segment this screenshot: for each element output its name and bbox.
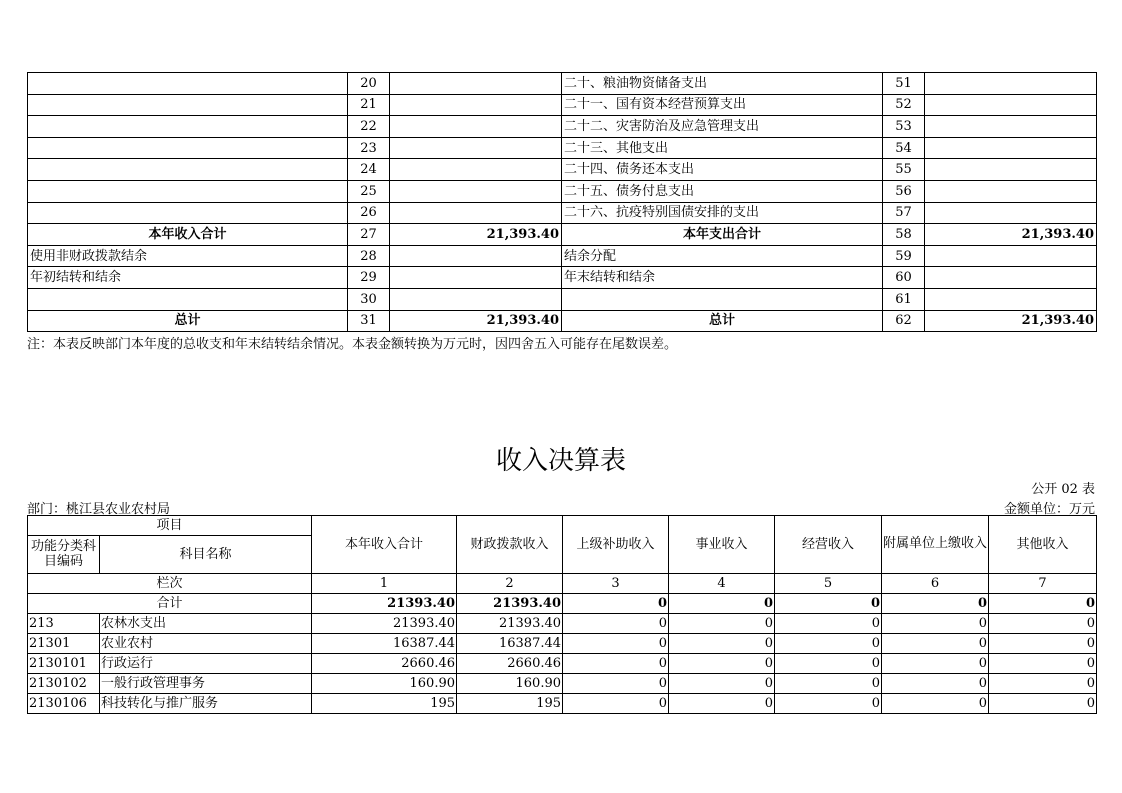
summary-row — [28, 159, 1097, 181]
income-value: 160.90 — [312, 674, 457, 694]
header-other: 其他收入 — [989, 516, 1097, 574]
income-value: 0 — [775, 694, 882, 714]
income-value: 0 — [563, 654, 669, 674]
expenditure-item-label — [562, 288, 883, 310]
summary-row — [28, 245, 1097, 267]
income-line-number: 27 — [348, 224, 390, 246]
function-code: 213 — [28, 614, 100, 634]
expenditure-item-label: 结余分配 — [562, 245, 883, 267]
income-value: 0 — [882, 614, 989, 634]
expenditure-item-label: 本年支出合计 — [562, 224, 883, 246]
column-number: 1 — [312, 574, 457, 594]
income-value: 0 — [882, 654, 989, 674]
total-value: 21393.40 — [312, 594, 457, 614]
function-code: 2130102 — [28, 674, 100, 694]
income-amount — [390, 288, 562, 310]
expenditure-item-label: 二十、粮油物资储备支出 — [562, 73, 883, 95]
header-business: 事业收入 — [669, 516, 775, 574]
department-label: 部门：桃江县农业农村局 — [27, 502, 171, 517]
column-number: 7 — [989, 574, 1097, 594]
income-value: 0 — [563, 694, 669, 714]
expenditure-item-label: 年末结转和结余 — [562, 267, 883, 289]
income-item-label — [28, 137, 348, 159]
income-item-label: 本年收入合计 — [28, 224, 348, 246]
expenditure-item-label: 二十六、抗疫特别国债安排的支出 — [562, 202, 883, 224]
income-amount — [390, 267, 562, 289]
income-line-number: 29 — [348, 267, 390, 289]
total-value: 0 — [775, 594, 882, 614]
income-value: 2660.46 — [457, 654, 563, 674]
income-row — [28, 674, 1097, 694]
total-value: 0 — [669, 594, 775, 614]
expenditure-line-number: 55 — [883, 159, 925, 181]
summary-row — [28, 94, 1097, 116]
income-item-label — [28, 288, 348, 310]
expenditure-line-number: 60 — [883, 267, 925, 289]
column-number: 6 — [882, 574, 989, 594]
page-title: 收入决算表 — [495, 446, 626, 476]
income-value: 160.90 — [457, 674, 563, 694]
income-value: 0 — [563, 614, 669, 634]
expenditure-amount — [925, 159, 1097, 181]
income-row — [28, 634, 1097, 654]
income-value: 0 — [775, 614, 882, 634]
income-item-label — [28, 116, 348, 138]
header-item: 项目 — [28, 516, 312, 536]
income-item-label — [28, 180, 348, 202]
income-amount — [390, 137, 562, 159]
expenditure-line-number: 61 — [883, 288, 925, 310]
expenditure-amount — [925, 267, 1097, 289]
expenditure-line-number: 51 — [883, 73, 925, 95]
income-line-number: 26 — [348, 202, 390, 224]
expenditure-line-number: 53 — [883, 116, 925, 138]
expenditure-item-label: 二十五、债务付息支出 — [562, 180, 883, 202]
header-fiscal: 财政拨款收入 — [457, 516, 563, 574]
column-number: 3 — [563, 574, 669, 594]
income-value: 0 — [775, 654, 882, 674]
summary-row — [28, 116, 1097, 138]
income-value: 0 — [669, 614, 775, 634]
income-value: 0 — [882, 634, 989, 654]
function-code: 2130101 — [28, 654, 100, 674]
income-item-label: 年初结转和结余 — [28, 267, 348, 289]
income-value: 0 — [563, 634, 669, 654]
total-value: 0 — [882, 594, 989, 614]
expenditure-item-label: 二十四、债务还本支出 — [562, 159, 883, 181]
income-value: 16387.44 — [457, 634, 563, 654]
income-line-number: 28 — [348, 245, 390, 267]
total-label: 合计 — [28, 594, 312, 614]
expenditure-line-number: 57 — [883, 202, 925, 224]
income-table — [27, 515, 1097, 714]
income-item-label — [28, 94, 348, 116]
income-amount — [390, 245, 562, 267]
income-value: 0 — [775, 674, 882, 694]
income-line-number: 21 — [348, 94, 390, 116]
expenditure-amount — [925, 116, 1097, 138]
income-table-body — [28, 594, 1097, 714]
income-value: 0 — [669, 634, 775, 654]
expenditure-amount — [925, 202, 1097, 224]
header-subject-name: 科目名称 — [100, 536, 312, 574]
summary-row — [28, 73, 1097, 95]
expenditure-line-number: 52 — [883, 94, 925, 116]
expenditure-amount: 21,393.40 — [925, 310, 1097, 332]
summary-total-row — [28, 310, 1097, 332]
income-value: 0 — [669, 674, 775, 694]
column-number-row — [28, 574, 1097, 594]
expenditure-amount — [925, 288, 1097, 310]
function-code: 21301 — [28, 634, 100, 654]
income-amount: 21,393.40 — [390, 310, 562, 332]
income-item-label: 使用非财政拨款结余 — [28, 245, 348, 267]
income-line-number: 23 — [348, 137, 390, 159]
subject-name: 农林水支出 — [100, 614, 312, 634]
income-value: 0 — [989, 694, 1097, 714]
subject-name: 农业农村 — [100, 634, 312, 654]
expenditure-line-number: 58 — [883, 224, 925, 246]
total-value: 0 — [563, 594, 669, 614]
subject-name: 一般行政管理事务 — [100, 674, 312, 694]
total-value: 0 — [989, 594, 1097, 614]
expenditure-amount — [925, 137, 1097, 159]
expenditure-item-label: 二十二、灾害防治及应急管理支出 — [562, 116, 883, 138]
header-operating: 经营收入 — [775, 516, 882, 574]
income-item-label — [28, 73, 348, 95]
summary-total-row — [28, 224, 1097, 246]
income-row — [28, 694, 1097, 714]
header-superior: 上级补助收入 — [563, 516, 669, 574]
expenditure-amount — [925, 94, 1097, 116]
income-value: 0 — [882, 694, 989, 714]
income-value: 0 — [669, 694, 775, 714]
income-value: 0 — [775, 634, 882, 654]
expenditure-amount: 21,393.40 — [925, 224, 1097, 246]
summary-row — [28, 288, 1097, 310]
table-code: 公开 02 表 — [1031, 482, 1095, 497]
income-item-label — [28, 202, 348, 224]
income-item-label — [28, 159, 348, 181]
summary-row — [28, 180, 1097, 202]
expenditure-item-label: 总计 — [562, 310, 883, 332]
summary-row — [28, 267, 1097, 289]
expenditure-line-number: 59 — [883, 245, 925, 267]
function-code: 2130106 — [28, 694, 100, 714]
income-amount — [390, 180, 562, 202]
income-value: 2660.46 — [312, 654, 457, 674]
total-value: 21393.40 — [457, 594, 563, 614]
income-expenditure-summary-table — [27, 72, 1097, 332]
income-line-number: 22 — [348, 116, 390, 138]
income-value: 21393.40 — [312, 614, 457, 634]
income-value: 195 — [457, 694, 563, 714]
column-row-label: 栏次 — [28, 574, 312, 594]
summary-row — [28, 202, 1097, 224]
income-line-number: 20 — [348, 73, 390, 95]
income-line-number: 24 — [348, 159, 390, 181]
income-total-row — [28, 594, 1097, 614]
income-value: 0 — [989, 614, 1097, 634]
income-value: 0 — [882, 674, 989, 694]
income-row — [28, 614, 1097, 634]
expenditure-line-number: 56 — [883, 180, 925, 202]
expenditure-line-number: 62 — [883, 310, 925, 332]
income-value: 16387.44 — [312, 634, 457, 654]
income-amount — [390, 159, 562, 181]
income-value: 0 — [989, 654, 1097, 674]
column-number: 2 — [457, 574, 563, 594]
summary-table-body — [28, 73, 1097, 332]
expenditure-line-number: 54 — [883, 137, 925, 159]
subject-name: 科技转化与推广服务 — [100, 694, 312, 714]
expenditure-amount — [925, 245, 1097, 267]
summary-row — [28, 137, 1097, 159]
unit-label: 金额单位：万元 — [1003, 502, 1095, 517]
income-amount — [390, 73, 562, 95]
income-value: 195 — [312, 694, 457, 714]
income-value: 0 — [669, 654, 775, 674]
income-value: 0 — [563, 674, 669, 694]
income-item-label: 总计 — [28, 310, 348, 332]
header-affiliated: 附属单位上缴收入 — [882, 516, 989, 574]
header-total: 本年收入合计 — [312, 516, 457, 574]
income-row — [28, 654, 1097, 674]
income-amount — [390, 116, 562, 138]
column-number: 4 — [669, 574, 775, 594]
expenditure-item-label: 二十一、国有资本经营预算支出 — [562, 94, 883, 116]
income-amount — [390, 202, 562, 224]
income-amount — [390, 94, 562, 116]
expenditure-item-label: 二十三、其他支出 — [562, 137, 883, 159]
table-note: 注：本表反映部门本年度的总收支和年末结转结余情况。本表金额转换为万元时，因四舍五入可能存在尾数误差。 — [27, 337, 678, 352]
income-value: 0 — [989, 674, 1097, 694]
header-func-code: 功能分类科目编码 — [28, 536, 100, 574]
expenditure-amount — [925, 73, 1097, 95]
income-value: 0 — [989, 634, 1097, 654]
expenditure-amount — [925, 180, 1097, 202]
income-value: 21393.40 — [457, 614, 563, 634]
subject-name: 行政运行 — [100, 654, 312, 674]
income-amount: 21,393.40 — [390, 224, 562, 246]
income-line-number: 31 — [348, 310, 390, 332]
income-line-number: 25 — [348, 180, 390, 202]
income-line-number: 30 — [348, 288, 390, 310]
column-number: 5 — [775, 574, 882, 594]
